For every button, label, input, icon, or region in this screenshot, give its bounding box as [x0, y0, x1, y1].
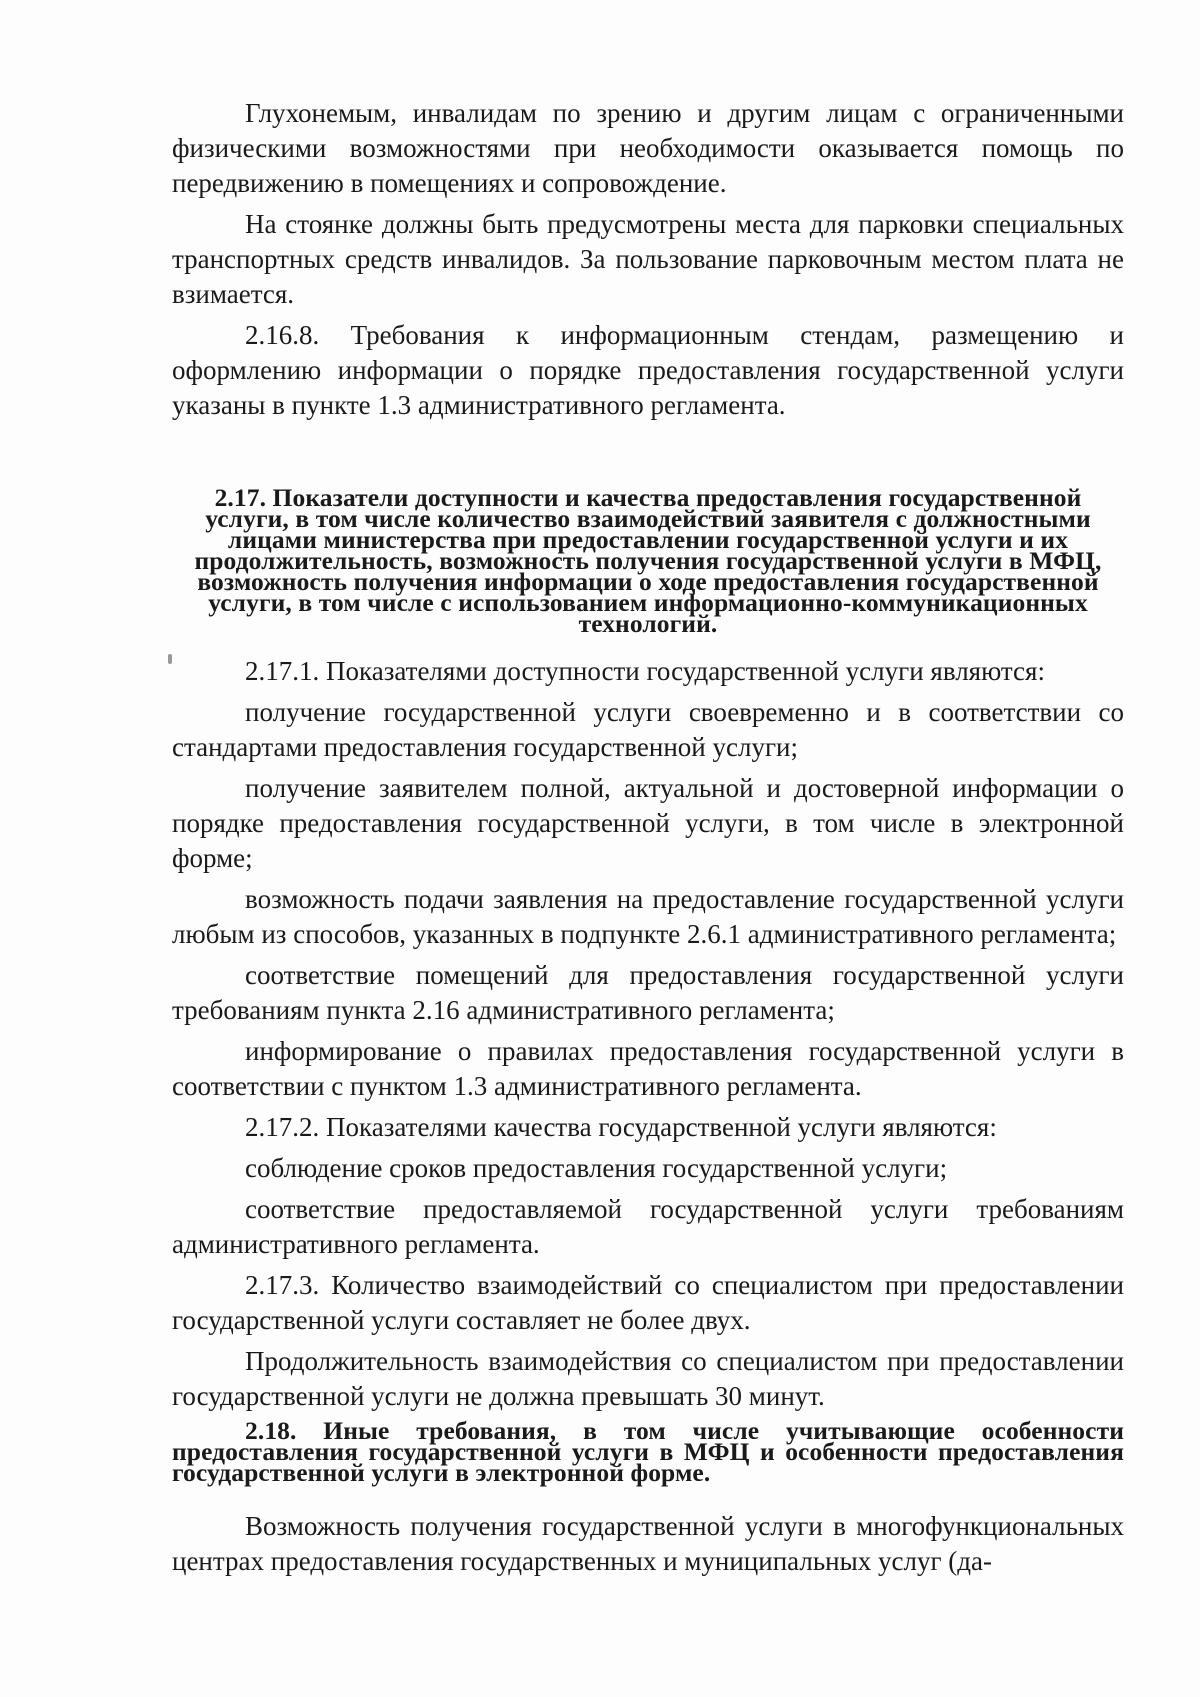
- section-heading-2-17: 2.17. Показатели доступности и качества предоставления государственной услуги, в том числе количество взаимодействий заявителя с должностными лицами министерства при предоставлении государственной услуги и их продолжительность, возможность получения государственной услуги в МФЦ, возможность получения информации о ходе предоставления государственной услуги, в том числе с использованием информационно-коммуникационных технологий.: [194, 483, 1102, 638]
- paragraph: информирование о правилах предоставления государственной услуги в соответствии с пунктом 1.3 административного регламента.: [172, 1036, 1124, 1101]
- paragraph: 2.17.1. Показателями доступности государственной услуги являются:: [245, 656, 1045, 686]
- paragraph: получение государственной услуги своевременно и в соответствии со стандартами предоставления государственной услуги;: [172, 697, 1124, 762]
- paragraph: Продолжительность взаимодействия со специалистом при предоставлении государственной услуги не должна превышать 30 минут.: [172, 1346, 1124, 1411]
- paragraph: соответствие помещений для предоставления государственной услуги требованиям пункта 2.16 административного регламента;: [172, 960, 1124, 1025]
- paragraph: возможность подачи заявления на предоставление государственной услуги любым из способов, указанных в подпункте 2.6.1 административного регламента;: [172, 884, 1124, 949]
- paragraph: соответствие предоставляемой государственной услуги требованиям административного регламента.: [172, 1194, 1124, 1259]
- paragraph: На стоянке должны быть предусмотрены места для парковки специальных транспортных средств инвалидов. За пользование парковочным местом плата не взимается.: [172, 209, 1124, 309]
- paragraph: Возможность получения государственной услуги в многофункциональных центрах предоставления государственных и муниципальных услуг (да-: [172, 1511, 1124, 1576]
- paragraph: соблюдение сроков предоставления государственной услуги;: [245, 1153, 948, 1183]
- paragraph: Глухонемым, инвалидам по зрению и другим лицам с ограниченными физическими возможностями при необходимости оказывается помощь по передвижению в помещениях и сопровождение.: [172, 98, 1124, 198]
- section-heading-2-18: 2.18. Иные требования, в том числе учитывающие особенности предоставления государственной услуги в МФЦ и особенности предоставления государственной услуги в электронной форме.: [172, 1416, 1124, 1487]
- document-body: [172, 96, 1124, 1585]
- paragraph: 2.17.2. Показателями качества государственной услуги являются:: [245, 1112, 997, 1142]
- paragraph: 2.17.3. Количество взаимодействий со специалистом при предоставлении государственной услуги составляет не более двух.: [172, 1270, 1124, 1335]
- paragraph: 2.16.8. Требования к информационным стендам, размещению и оформлению информации о порядке предоставления государственной услуги указаны в пункте 1.3 административного регламента.: [172, 320, 1124, 420]
- paragraph: получение заявителем полной, актуальной и достоверной информации о порядке предоставления государственной услуги, в том числе в электронной форме;: [172, 773, 1124, 873]
